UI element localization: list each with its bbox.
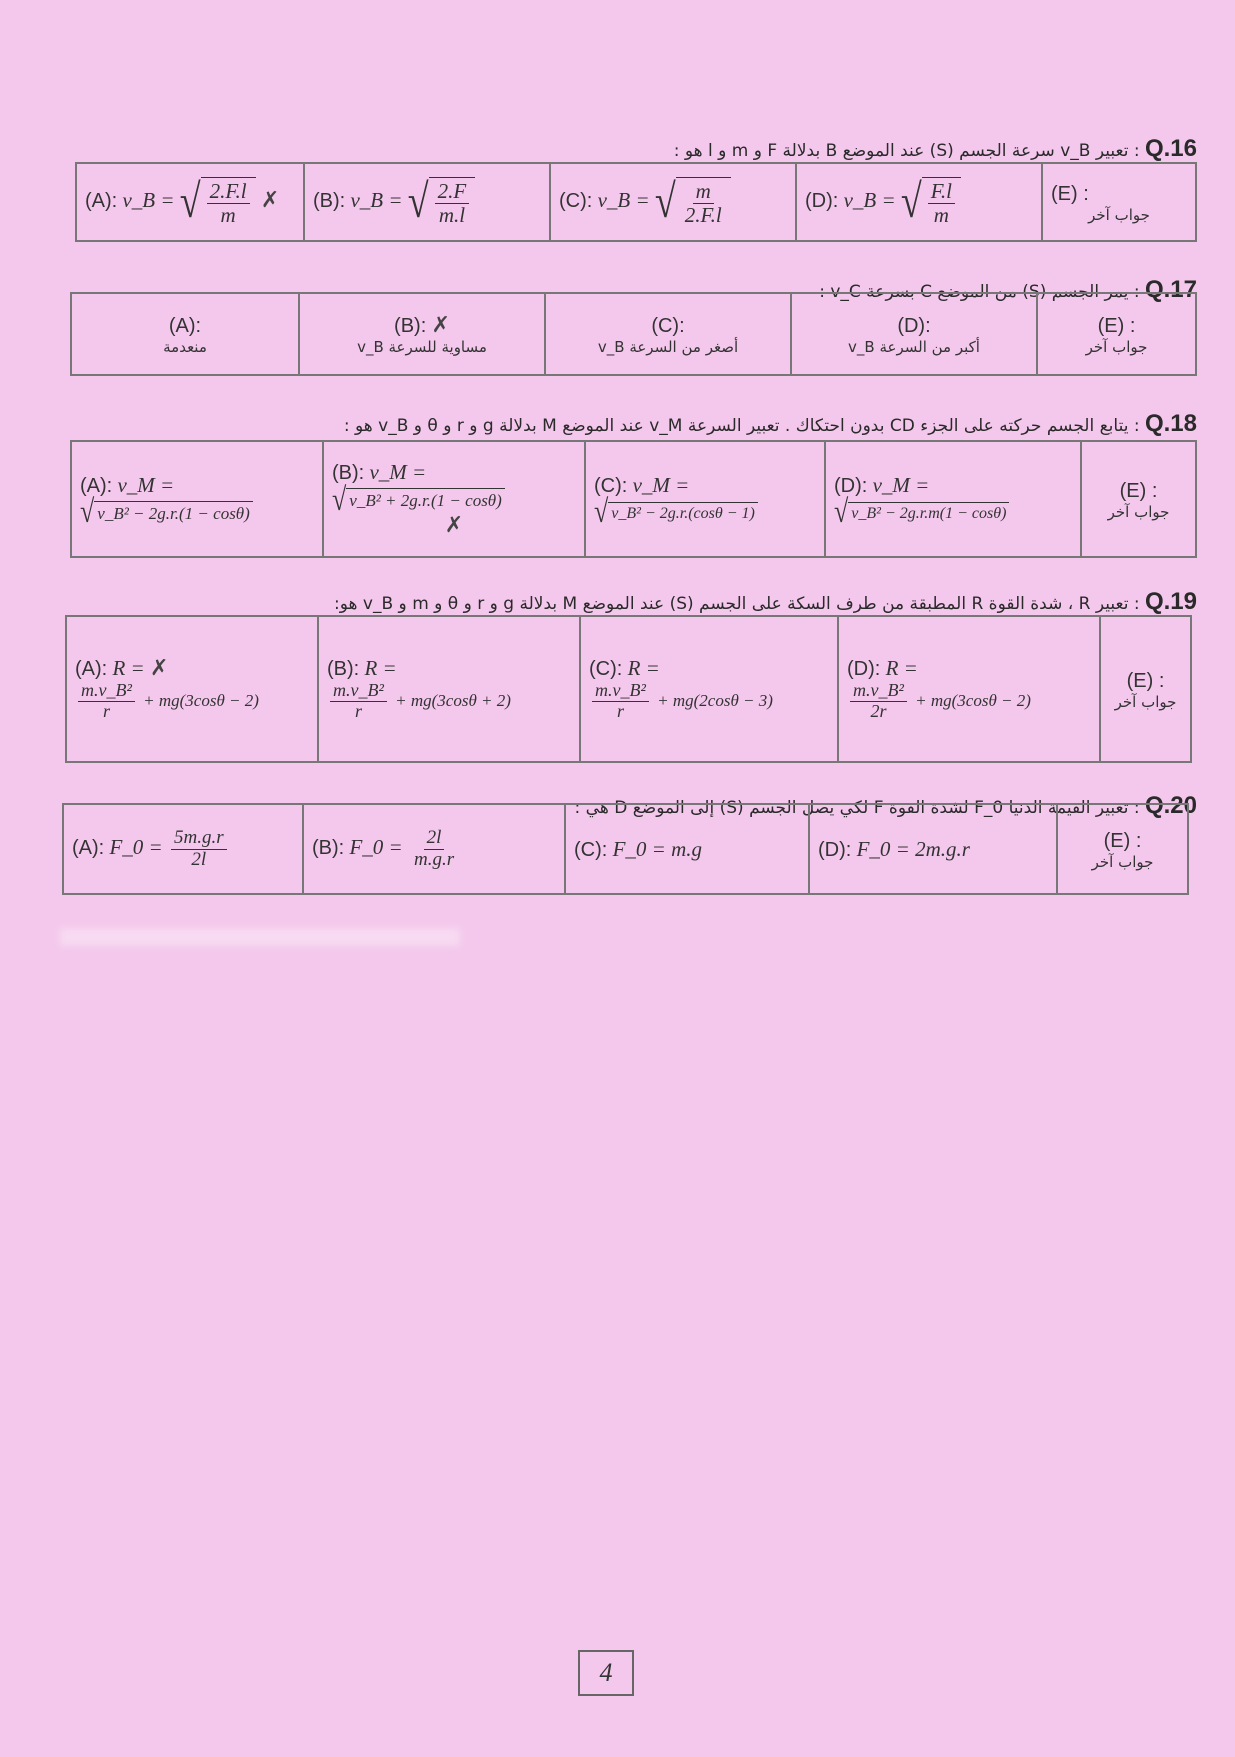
q18-statement [344,410,1197,438]
q17-option-b[interactable]: (B): ✗ مساوية للسرعة v_B [299,293,545,375]
q16-option-e[interactable]: (E) : جواب آخر [1042,163,1196,241]
q19-option-d[interactable]: (D): R = $\frac{\text{m.v\_B²}}{2r}$ + mg(3cosθ − 2) [838,616,1100,762]
q20-option-e[interactable]: (E) : جواب آخر [1057,804,1188,894]
q17-number: Q.17 [1144,276,1197,303]
q19-statement [334,588,1197,616]
q20-options [62,803,1189,895]
q16-options [75,162,1197,242]
q19-option-e[interactable]: (E) : جواب آخر [1100,616,1191,762]
cross-mark-icon: ✗ [260,187,280,213]
q19-number: Q.19 [1144,588,1197,615]
q19-option-b[interactable]: (B): R = $\frac{\text{m.v\_B²}}{r}$ + mg(3cosθ + 2) [318,616,580,762]
q18-text: : يتابع الجسم حركته على الجزء CD بدون احتكاك . تعبير السرعة v_M عند الموضع M بدلالة g و r و θ و v_B هو : [343,416,1140,436]
q16-option-c[interactable]: (C): v_B = √ $\frac{m}{2.F.l}$ [550,163,796,241]
q19-options [65,615,1192,763]
cross-mark-icon: ✗ [149,656,169,682]
scan-smudge [60,928,460,946]
q17-option-a[interactable]: (A): منعدمة [71,293,299,375]
page-number: 4 [578,1650,634,1696]
cross-mark-icon: ✗ [431,312,450,338]
q18-options [70,440,1197,558]
q20-option-a[interactable]: (A): F_0 = $\frac{5m.g.r}{2l}$ [63,804,303,894]
q18-option-b[interactable]: (B): v_M = √ v_B² + 2g.r.(1 − cosθ) ✗ [323,441,585,557]
cross-mark-icon: ✗ [444,512,464,538]
q20-text: : تعبير القيمة الدنيا F_0 لشدة القوة F لكي يصل الجسم (S) إلى الموضع D هي : [574,798,1140,818]
q17-option-e[interactable]: (E) : جواب آخر [1037,293,1196,375]
q16-option-d[interactable]: (D): v_B = √ $\frac{F.l}{m}$ [796,163,1042,241]
q16-text: : تعبير v_B سرعة الجسم (S) عند الموضع B بدلالة F و m و l هو : [673,141,1140,161]
q19-option-c[interactable]: (C): R = $\frac{\text{m.v\_B²}}{r}$ + mg(2cosθ − 3) [580,616,838,762]
q16-statement [674,135,1197,163]
q17-option-c[interactable]: (C): أصغر من السرعة v_B [545,293,791,375]
q16-option-b[interactable]: (B): v_B = √ $\frac{2.F}{m.l}$ [304,163,550,241]
q18-option-c[interactable]: (C): v_M = √ v_B² − 2g.r.(cosθ − 1) [585,441,825,557]
q20-option-d[interactable]: (D): F_0 = 2m.g.r [809,804,1057,894]
q20-option-c[interactable]: (C): F_0 = m.g [565,804,809,894]
q19-option-a[interactable]: (A): R = ✗ $\frac{\text{m.v\_B²}}{r}$ + mg(3cosθ − 2) [66,616,318,762]
q18-option-a[interactable]: (A): v_M = √ v_B² − 2g.r.(1 − cosθ) [71,441,323,557]
q18-option-d[interactable]: (D): v_M = √ v_B² − 2g.r.m(1 − cosθ) [825,441,1081,557]
q18-option-e[interactable]: (E) : جواب آخر [1081,441,1196,557]
q20-option-b[interactable]: (B): F_0 = $\frac{2l}{m.g.r}$ [303,804,565,894]
q17-options [70,292,1197,376]
q17-option-d[interactable]: (D): أكبر من السرعة v_B [791,293,1037,375]
q19-text: : تعبير R ، شدة القوة R المطبقة من طرف السكة على الجسم (S) عند الموضع M بدلالة g و r و θ و m و v_B هو: [334,594,1140,614]
q16-option-a[interactable]: (A): v_B = √ $\frac{2.F.l}{m}$ ✗ [76,163,304,241]
q20-number: Q.20 [1144,792,1197,819]
q18-number: Q.18 [1144,410,1197,437]
q16-number: Q.16 [1144,135,1197,162]
q17-text: : يمر الجسم (S) من الموضع C بسرعة v_C : [819,282,1140,302]
